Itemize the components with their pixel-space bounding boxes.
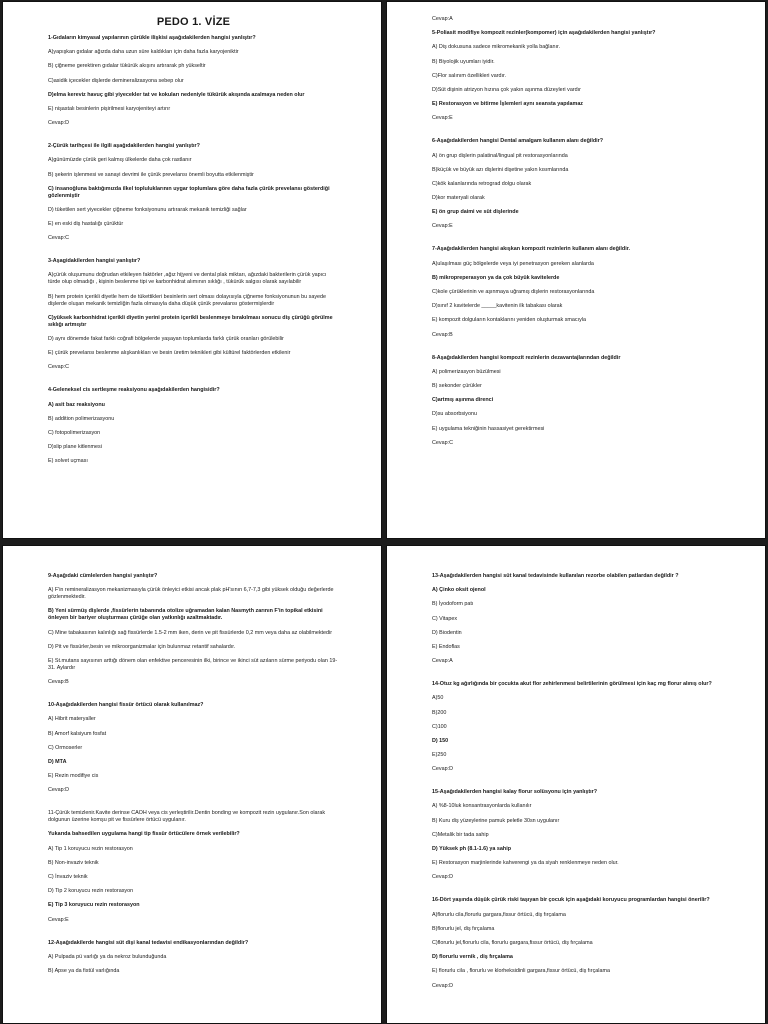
answer-option: C)artmış aşınma direnci: [432, 397, 494, 404]
answer-option: B) addition polimerizasyonu: [48, 415, 115, 422]
answer-option: E) Endoflas: [432, 643, 460, 650]
answer-option: C)florurlu jel,florurlu cila, florurlu gargara,fissur örtücü, diş fırçalama: [432, 939, 593, 946]
answer-option: B)200: [432, 709, 447, 716]
answer-key: Cevap:E: [432, 115, 453, 122]
answer-option: D) Biodentin: [432, 629, 462, 636]
page-title: PEDO 1. VİZE: [156, 16, 231, 28]
answer-option: E) en eski diş hastalığı çürüktür: [48, 221, 124, 228]
answer-option: A) polimerizasyon büzülmesi: [432, 368, 501, 375]
page-1-content: [48, 16, 339, 481]
answer-key: Cevap:C: [432, 439, 453, 446]
answer-option: E) uygulama tekniğinin hassasiyet gerektirmesi: [432, 425, 545, 432]
answer-option: D) MTA: [48, 758, 67, 765]
answer-option: B) Non-invaziv teknik: [48, 859, 99, 866]
answer-option: B) mikropreperasyon ya da çok büyük kavitelerde: [432, 274, 560, 281]
answer-option: E) kompozit dolguların kontaklarını yeniden oluşturmak smacıyla: [432, 317, 587, 324]
question-text: 6-Aşağıdakilerden hangisi Dental amalgam kullanım alanı değildir?: [432, 138, 604, 145]
answer-option: D) Pit ve fissürler,besin ve mikroorganizmalar için bulunmaz retantif sahalardır.: [48, 643, 236, 650]
answer-option: A)florurlu cila,florurlu gargara,fissur örtücü, diş fırçalama: [432, 911, 566, 918]
answer-option: B) Kuru diş yüzeylerine pamuk peletle 30sn uygulanır: [432, 817, 560, 824]
answer-option: D)su absorbsiyonu: [432, 411, 477, 418]
answer-option: B) şekerin işlenmesi ve sanayi devrimi ile çürük prevelansı önemli boyutta etkilenmiştir: [48, 171, 254, 178]
answer-option: A) Tip 1 koruyucu rezin restorasyon: [48, 845, 133, 852]
answer-option: B)küçük ve büyük azı dişlerini dişetine yakın kısımlarında: [432, 166, 569, 173]
answer-option: B) sekonder çürükler: [432, 382, 482, 389]
question-block: [432, 573, 723, 665]
answer-option: A) Diş dokusuna sadece mikromekanik yolla bağlanır.: [432, 44, 560, 51]
question-block: [432, 355, 723, 447]
answer-option: D)kor materyali olarak: [432, 195, 485, 202]
page-4-content: [432, 573, 723, 1006]
question-block: [48, 940, 339, 975]
question-list: [48, 35, 339, 465]
answer-option: A) Çinko oksit ojenol: [432, 587, 486, 594]
answer-option: B) hem protein içerikli diyetle hem de tükettikleri besinlerin sert olması dolayısıyla çiğneme fonksiyonunun bu sayede dişlerde oluşan mekanik temizliğin fazla olmasıyla daha düşük çürük prevalansı göstermişlerdir: [48, 293, 327, 307]
answer-option: D) tüketilen sert yiyecekler çiğneme fonksiyonunu artırarak mekanik temizliği sağlar: [48, 206, 247, 213]
answer-option: C)kök kalanlarında retrograd dolgu olarak: [432, 180, 532, 187]
question-text: 15-Aşağıdakilerden hangisi kalay florur solüsyonu için yanlıştır?: [432, 789, 598, 796]
answer-option: A) ön grup dişlerin palatinal/lingual pit restorasyonlarında: [432, 152, 568, 159]
answer-key: Cevap:C: [48, 235, 69, 242]
answer-option: C) fotopolimerizasyon: [48, 429, 101, 436]
question-text: 16-Dört yaşında düşük çürük riski taşıyan bir çocuk için aşağıdaki koruyucu programlardan hangisi önerilir?: [432, 897, 710, 904]
question-text: 4-Geleneksel cis sertleşme reaksiyonu aşağıdakilerden hangisidir?: [48, 387, 220, 394]
answer-key: Cevap:A: [432, 658, 453, 665]
answer-key: Cevap:D: [48, 120, 69, 127]
answer-option: B) çiğneme gerektiren gıdalar tükürük akışını artırarak ph yükseltir: [48, 63, 206, 70]
answer-option: E) Tip 3 koruyucu rezin restorasyon: [48, 902, 140, 909]
answer-option: B) İyodoform patı: [432, 601, 474, 608]
question-text: 13-Aşağıdakilerden hangisi süt kanal tedavisinde kullanılan rezorbe olabilen patlardan değildir ?: [432, 573, 679, 579]
answer-option: A)50: [432, 695, 444, 702]
answer-option: A) asit baz reaksiyonu: [48, 401, 105, 408]
answer-option: C) Mine tabakasının kalınlığı sağ fissürlerde 1.5-2 mm iken, derin ve pit fissürlerde 0,2 mm veya daha az olabilmektedir: [48, 629, 333, 636]
answer-option: D)slip plane kitlenmesi: [48, 444, 102, 451]
question-block: [432, 246, 723, 338]
answer-option: E)250: [432, 752, 447, 759]
answer-option: D) Tip 2 koruyucu rezin restorasyon: [48, 888, 134, 895]
document-page-2: [386, 1, 766, 539]
answer-key: Cevap:D: [432, 982, 453, 989]
answer-option: A) F'in remineralizasyon mekanizmasıyla çürük önleyici etkisi ancak plak pH'sının 6,7-7,3 gibi yüksek olduğu değerlerde gözlenmektedir.: [48, 587, 334, 601]
question-block: [48, 387, 339, 465]
answer-option: C) Ormoserler: [48, 744, 83, 751]
answer-option: C) Vitapex: [432, 615, 458, 622]
answer-option: B) Biyolojik uyumları iyidir.: [432, 58, 495, 65]
answer-option: C)asidik içecekler dişlerde demineralizasyona sebep olur: [48, 77, 184, 84]
answer-key: Cevap:A: [432, 16, 453, 22]
answer-key: Cevap:E: [432, 223, 453, 230]
question-block: [432, 16, 723, 122]
answer-key: Cevap:E: [48, 916, 69, 923]
page-2-content: [432, 16, 723, 463]
question-block: [432, 789, 723, 881]
answer-option: B) Amorf kalsiyum fosfat: [48, 730, 107, 737]
question-block: [48, 702, 339, 794]
answer-option: E) çürük prevelansı beslenme alışkanlıkları ve besin üretim teknikleri gibi kültürel faktörlerden etkilenir: [48, 350, 291, 357]
question-block: [48, 258, 339, 371]
answer-option: E) Rezin modifiye cis: [48, 773, 99, 780]
answer-option: D)Süt dişinin atrizyon hızına çok yakın aşınma düzeyleri vardır: [432, 86, 581, 93]
answer-option: C)kole çürüklerinin ve aşınmaya uğramış dişlerin restorasyonlarında: [432, 289, 595, 295]
answer-option: E) solvet uçması: [48, 458, 88, 465]
answer-option: A)yapışkan gıdalar ağızda daha uzun süre kaldıkları için daha fazla karyojeniktir: [48, 49, 239, 56]
answer-option: E) ön grup daimi ve süt dişlerinde: [432, 209, 519, 216]
question-list: [432, 16, 723, 447]
answer-option: A)ulaşılması güç bölgelerde veya iyi penetrasyon gereken alanlarda: [432, 260, 594, 267]
answer-option: A) %8-10luk konsantrasyonlarda kullanılır: [432, 803, 532, 810]
question-block: [48, 810, 339, 923]
question-text: 2-Çürük tarihçesi ile ilgili aşağıdakilerden hangisi yanlıştır?: [48, 143, 200, 150]
question-text: 8-Aşağıdakilerden hangisi kompozit rezinlerin dezavantajlarından değildir: [432, 354, 621, 361]
page-3-content: [48, 573, 339, 991]
answer-option: E) Restorasyon marjinlerinde kahverengi ya da siyah renklenmeye neden olur.: [432, 860, 619, 867]
answer-key: Cevap:B: [432, 331, 453, 338]
question-text: 11-Çürük temizlenir.Kavite derinse CAOH veya cis yerleştirilir.Dentin bonding ve kompozit rezin uygulanır.Son olarak dolgunun üzerine komşu pit ve fissürlere örtücü uygulanır.: [48, 810, 326, 824]
question-text: 10-Aşağıdakilerden hangisi fissür örtücü olarak kullanılmaz?: [48, 702, 204, 709]
question-text: 14-Otuz kg ağırlığında bir çocukta akut flor zehirlenmesi belirtilerinin görülmesi için kaç mg florur alınış olur?: [432, 681, 712, 688]
answer-option: C)Flor salınım özellikleri vardır.: [432, 72, 506, 79]
answer-option: C)yüksek karbonhidrat içerikli diyetin yerini protein içerikli beslenmeye bırakılması sonucu diş çürüğü görülme sıklığı artmıştır: [48, 314, 333, 328]
answer-option: B)florurlu jel, diş fırçalama: [432, 925, 495, 932]
question-text: 7-Aşağıdakilerden hangisi akışkan kompozit rezinlerin kullanım alanı değildir.: [432, 246, 631, 253]
document-page-3: [2, 545, 382, 1024]
answer-option: A)çürük oluşumunu doğrudan etkileyen faktörler ,ağız hijyeni ve dental plak miktarı, ağızdaki bakterilerin çürük yapıcı türde olup olmadığı , kişinin beslenme tipi ve karbonhidrat alımının sıklığı , tükürük salgısı olarak sayılabilir: [48, 272, 327, 286]
question-block: [48, 35, 339, 127]
question-list: [48, 573, 339, 975]
answer-option: C)Metalik bir tada sahip: [432, 831, 489, 838]
question-text: 3-Aşagidakilerden hangisi yanlıştır?: [48, 258, 141, 265]
question-text: 12-Aşağıdakilerde hangisi süt dişi kanal tedavisi endikasyonlarından değildir?: [48, 939, 249, 946]
document-page-4: [386, 545, 766, 1024]
answer-option: B) Yeni sürmüş dişlerde ,fissürlerin tabanında otolize uğramadan kalan Nasmyth zarının F'in topikal etkisini önleyen bir bariyer oluşturması çürüğe olan yatkınlığı azaltmaktadır.: [48, 608, 323, 622]
question-text: 1-Gıdaların kimyasal yapılarının çürükle ilişkisi aşağıdakilerden hangisi yanlıştır?: [48, 35, 256, 41]
answer-option: D)sınıf 2 kavitelerde _____kavitenin ilk tabakası olarak: [432, 303, 563, 310]
question-text: 9-Aşağıdaki cümlelerden hangisi yanlıştır?: [48, 573, 158, 579]
answer-option: C)100: [432, 723, 447, 730]
answer-option: E) florurlu cila , florurlu ve klorheksidinli gargara,fissur örtücü, diş fırçalama: [432, 968, 610, 975]
question-list: [432, 573, 723, 990]
answer-option: A) Pulpada pü varlığı ya da nekroz bulunduğunda: [48, 953, 167, 960]
document-page-1: [2, 1, 382, 539]
answer-option: A) Hibrit materyaller: [48, 716, 96, 723]
question-block: [432, 897, 723, 989]
answer-key: Cevap:D: [432, 874, 453, 881]
answer-option: B) Apse ya da fistül varlığında: [48, 967, 120, 974]
answer-option: D) Yüksek ph (8.1-1.6) ya sahip: [432, 846, 511, 852]
answer-key: Cevap:C: [48, 364, 69, 371]
answer-option: D)elma kereviz havuç gibi yiyecekler tat ve kokuları nedeniyle tükürük akışında azalmaya neden olur: [48, 91, 305, 98]
question-block: [432, 138, 723, 230]
answer-option: D) aynı dönemde fakat farklı coğrafi bölgelerde yaşayan toplumlarda farklı çürük oranları görülebilir: [48, 336, 284, 342]
answer-option: D) florurlu vernik , diş fırçalama: [432, 954, 513, 961]
answer-option: E) Restorasyon ve bitirme İşlemleri aynı seansta yapılamaz: [432, 101, 584, 108]
answer-option: C) insanoğluna baktığımızda ilkel topluluklarının uygar toplumlara göre daha fazla çürük prevelansı gösterdiği gözlenmiştir: [48, 185, 330, 199]
answer-key: Cevap:D: [432, 766, 453, 773]
answer-option: D) 150: [432, 737, 449, 744]
answer-option: E) nişastalı besinlerin pişirilmesi karyojeniteyi artırır: [48, 105, 171, 112]
question-block: [48, 143, 339, 242]
answer-option: C) İnvaziv teknik: [48, 874, 88, 880]
question-block: [48, 573, 339, 686]
question-text: 5-Poliasit modifiye kompozit rezinler(kompomer) için aşağıdakilerden hangisi yanlıştır?: [432, 30, 656, 37]
answer-key: Cevap:D: [48, 787, 69, 794]
question-text: Yukarıda bahsedilen uygulama hangi tip fissür örtücülere örnek verilebilir?: [48, 831, 240, 838]
answer-option: A)günümüzde çürük geri kalmış ülkelerde daha çok rastlanır: [48, 157, 192, 164]
question-block: [432, 681, 723, 773]
answer-option: E) St.mutans sayısının arttığı dönem olan enfektive penceresinin ilki, birince ve ikinci süt azıların sürme periyodu olan 19-31. Aylardır: [48, 657, 338, 671]
answer-key: Cevap:B: [48, 679, 69, 686]
